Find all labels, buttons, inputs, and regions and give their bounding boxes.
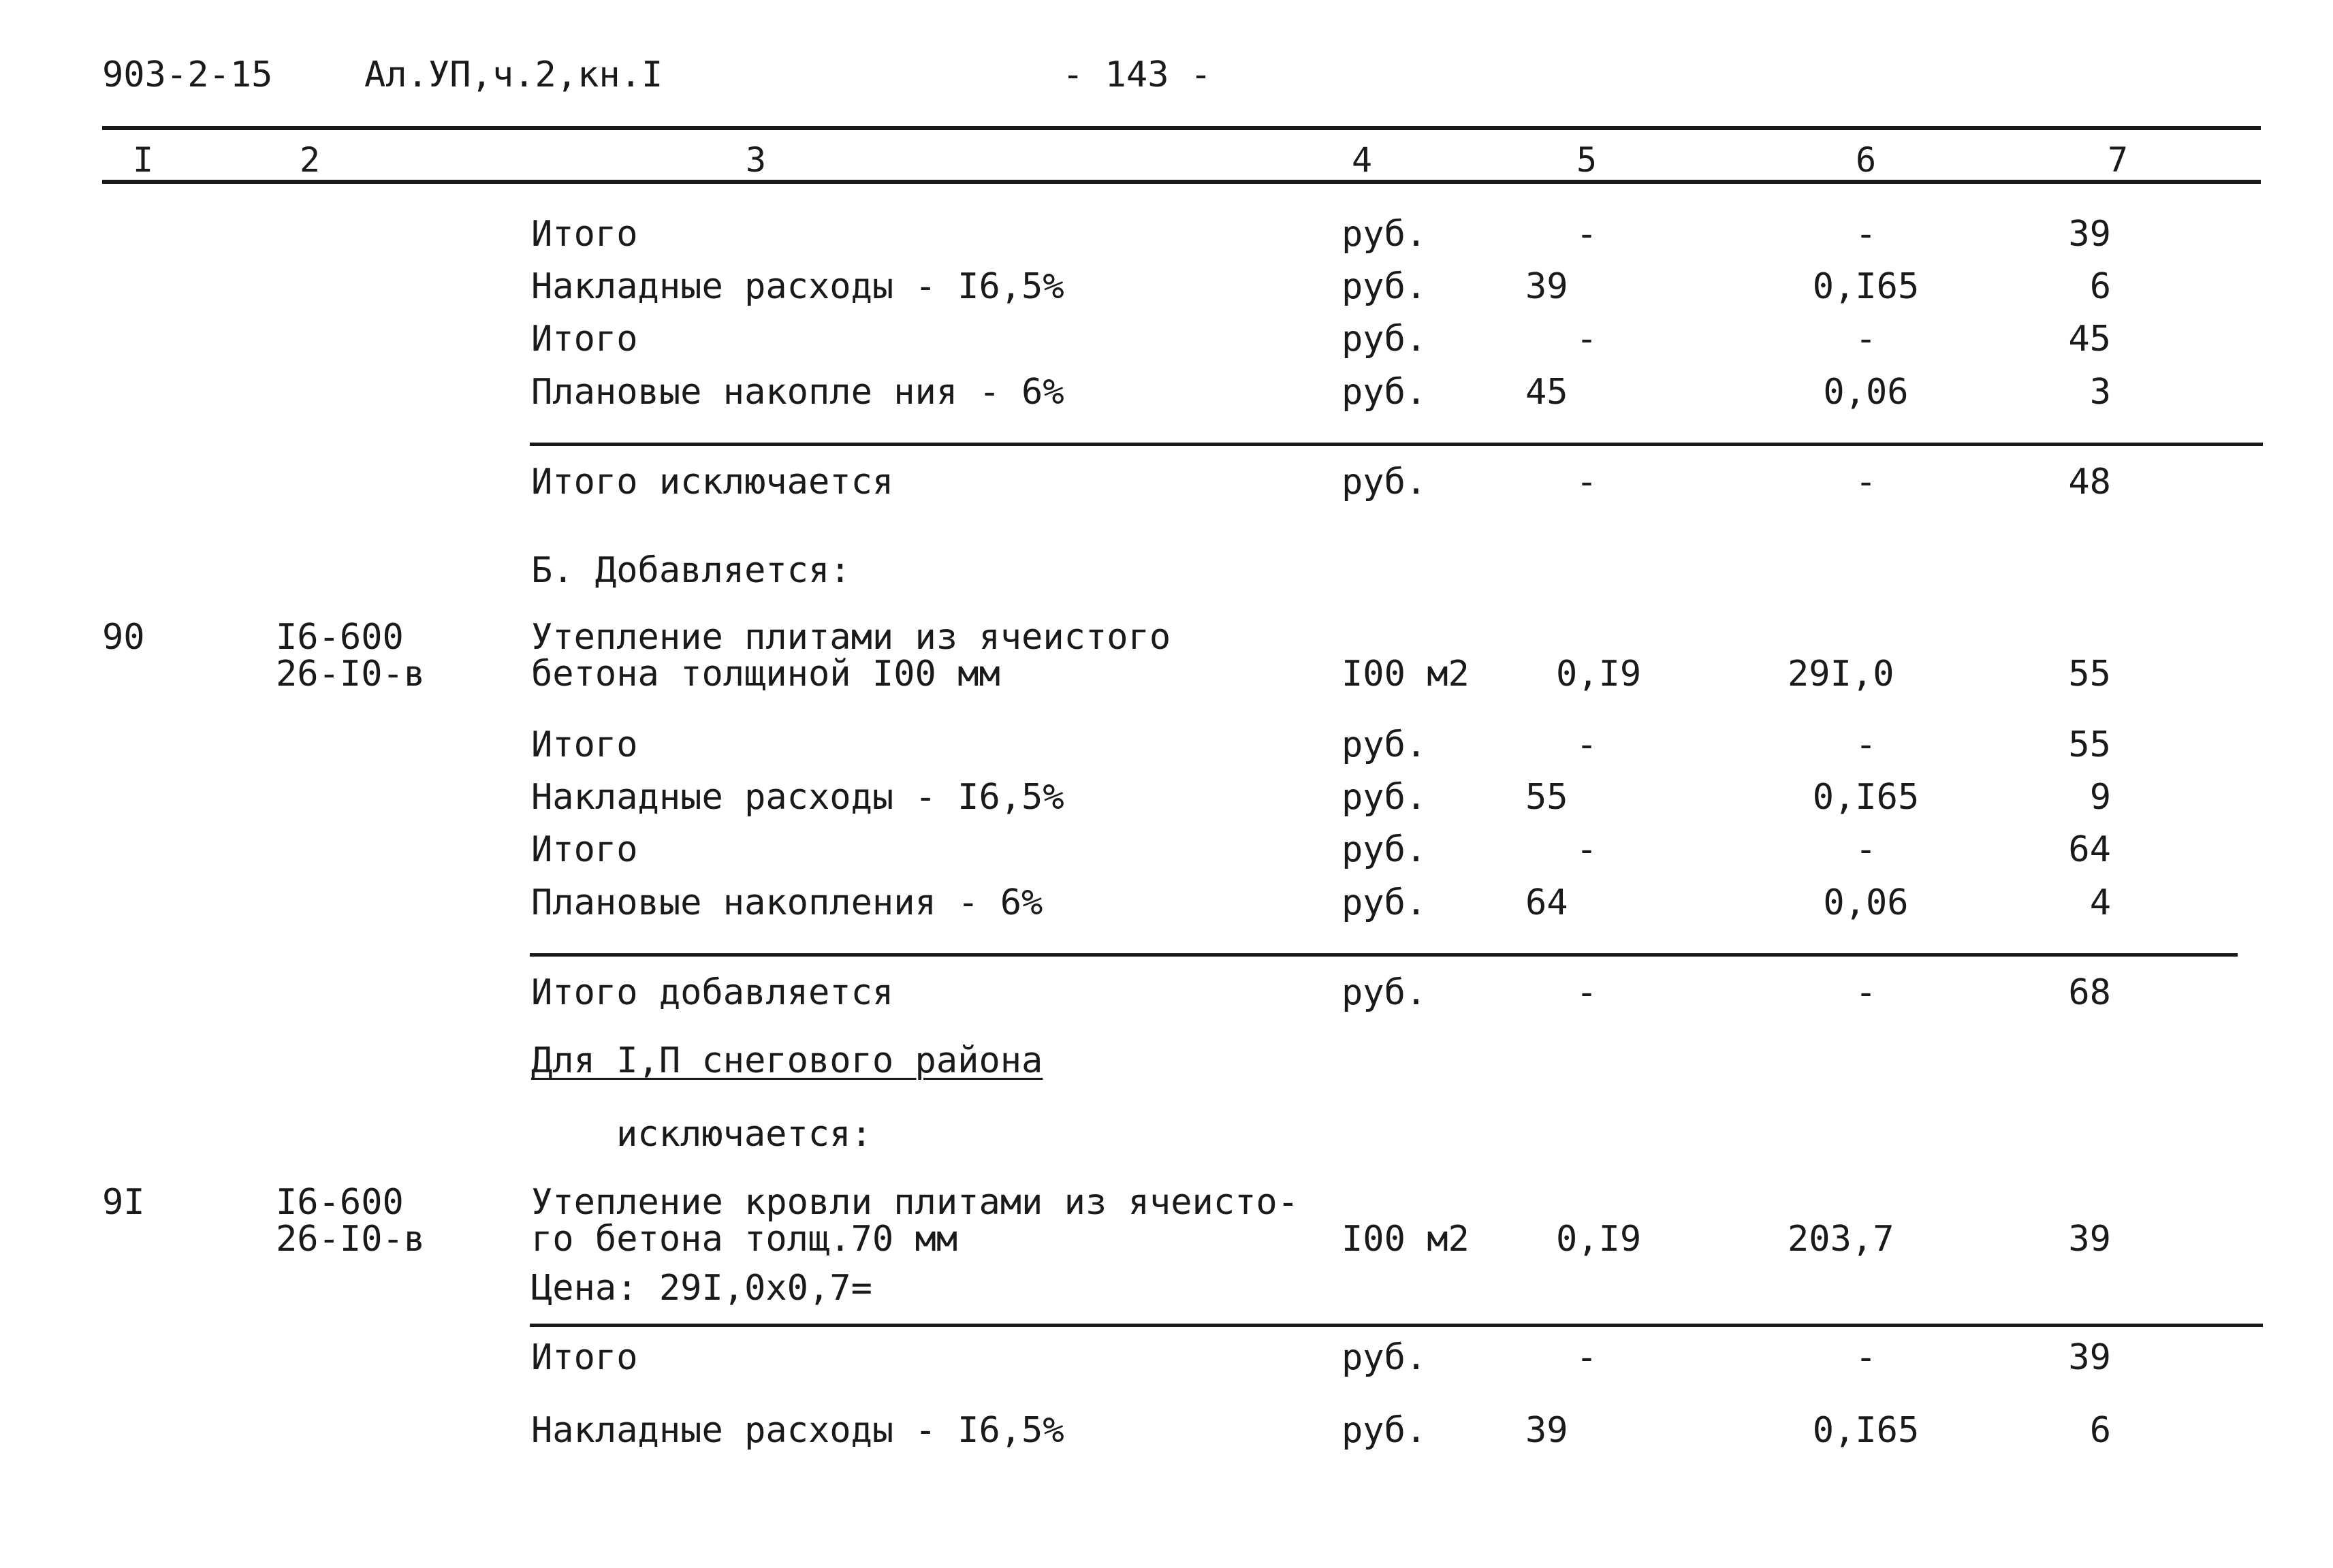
row-a1-unit: руб. (1342, 214, 1427, 255)
row-b3-col6: - (1855, 829, 1877, 870)
item-90-code-2: 26-I0-в (276, 654, 426, 694)
row-b2-col5: 55 (1525, 777, 1568, 818)
row-b3-col5: - (1576, 829, 1598, 870)
subtotal-rule-c (530, 1324, 2263, 1327)
item-91-col6: 203,7 (1788, 1219, 1894, 1260)
row-a4-col7: 3 (2089, 372, 2111, 413)
row-a4-desc: Плановые накопле ния - 6% (531, 372, 1064, 413)
total-added-unit: руб. (1342, 972, 1427, 1013)
item-91-col5: 0,I9 (1556, 1219, 1642, 1260)
row-a3-unit: руб. (1342, 319, 1427, 359)
row-c2-col6: 0,I65 (1812, 1410, 1920, 1451)
item-91-price-note: Цена: 29I,0х0,7= (531, 1268, 872, 1309)
item-91-desc-2: го бетона толщ.70 мм (531, 1219, 958, 1260)
row-a2-col7: 6 (2089, 266, 2111, 307)
row-b2-col6: 0,I65 (1812, 777, 1920, 818)
col-header-3: 3 (745, 140, 767, 180)
row-a2-col5: 39 (1525, 266, 1568, 307)
item-90-desc-1: Утепление плитами из ячеистого (531, 617, 1171, 658)
subtotal-rule-a (530, 443, 2263, 446)
section-b-title: Б. Добавляется: (531, 550, 851, 591)
item-90-col6: 29I,0 (1788, 654, 1894, 694)
row-b4-unit: руб. (1342, 882, 1427, 923)
row-c1-desc: Итого (531, 1337, 638, 1378)
col-header-1: I (132, 140, 154, 180)
row-b4-col5: 64 (1525, 882, 1568, 923)
item-90-number: 90 (102, 617, 145, 658)
row-b1-desc: Итого (531, 724, 638, 765)
item-91-desc-1: Утепление кровли плитами из ячеисто- (531, 1182, 1299, 1223)
table-top-rule (102, 126, 2261, 130)
row-b1-unit: руб. (1342, 724, 1427, 765)
row-c1-col5: - (1576, 1337, 1598, 1378)
col-header-4: 4 (1351, 140, 1373, 180)
row-c2-desc: Накладные расходы - I6,5% (531, 1410, 1064, 1451)
total-added-col7: 68 (2068, 972, 2111, 1013)
row-c2-col7: 6 (2089, 1410, 2111, 1451)
row-a3-col7: 45 (2068, 319, 2111, 359)
total-added-col5: - (1576, 972, 1598, 1013)
row-a3-col5: - (1576, 319, 1598, 359)
row-a4-col5: 45 (1525, 372, 1568, 413)
row-b4-col7: 4 (2089, 882, 2111, 923)
row-a1-col6: - (1855, 214, 1877, 255)
row-a3-col6: - (1855, 319, 1877, 359)
row-b3-desc: Итого (531, 829, 638, 870)
row-b4-col6: 0,06 (1823, 882, 1909, 923)
col-header-7: 7 (2107, 140, 2129, 180)
item-90-col7: 55 (2068, 654, 2111, 694)
item-90-col5: 0,I9 (1556, 654, 1642, 694)
page-number: - 143 - (1062, 54, 1212, 95)
total-added-desc: Итого добавляется (531, 972, 894, 1013)
row-a2-unit: руб. (1342, 266, 1427, 307)
subtotal-rule-b (530, 953, 2238, 957)
col-header-2: 2 (299, 140, 321, 180)
item-90-desc-2: бетона толщиной I00 мм (531, 654, 1000, 694)
row-a4-col6: 0,06 (1823, 372, 1909, 413)
total-added-col6: - (1855, 972, 1877, 1013)
item-91-col7: 39 (2068, 1219, 2111, 1260)
row-b1-col5: - (1576, 724, 1598, 765)
row-a2-desc: Накладные расходы - I6,5% (531, 266, 1064, 307)
total-excluded-desc: Итого исключается (531, 462, 894, 502)
row-b3-col7: 64 (2068, 829, 2111, 870)
item-91-unit: I00 м2 (1342, 1219, 1470, 1260)
row-b1-col7: 55 (2068, 724, 2111, 765)
row-c2-col5: 39 (1525, 1410, 1568, 1451)
total-excluded-col7: 48 (2068, 462, 2111, 502)
row-b3-unit: руб. (1342, 829, 1427, 870)
total-excluded-col5: - (1576, 462, 1598, 502)
row-b2-desc: Накладные расходы - I6,5% (531, 777, 1064, 818)
item-91-number: 9I (102, 1182, 145, 1223)
item-91-code-1: I6-600 (276, 1182, 404, 1223)
row-b2-unit: руб. (1342, 777, 1427, 818)
snow-region-title: Для I,П снегового района (531, 1040, 1043, 1081)
excluded-label: исключается: (616, 1114, 872, 1155)
row-b1-col6: - (1855, 724, 1877, 765)
total-excluded-unit: руб. (1342, 462, 1427, 502)
row-c2-unit: руб. (1342, 1410, 1427, 1451)
col-header-5: 5 (1576, 140, 1598, 180)
item-90-unit: I00 м2 (1342, 654, 1470, 694)
total-excluded-col6: - (1855, 462, 1877, 502)
item-91-code-2: 26-I0-в (276, 1219, 426, 1260)
album-reference: Ал.УП,ч.2,кн.I (364, 54, 663, 95)
item-90-code-1: I6-600 (276, 617, 404, 658)
col-header-6: 6 (1855, 140, 1877, 180)
row-b2-col7: 9 (2089, 777, 2111, 818)
row-a3-desc: Итого (531, 319, 638, 359)
row-a1-col7: 39 (2068, 214, 2111, 255)
row-c1-col6: - (1855, 1337, 1877, 1378)
table-header-rule (102, 180, 2261, 184)
document-code: 903-2-15 (102, 54, 273, 95)
row-a2-col6: 0,I65 (1812, 266, 1920, 307)
row-c1-col7: 39 (2068, 1337, 2111, 1378)
row-a1-col5: - (1576, 214, 1598, 255)
row-b4-desc: Плановые накопления - 6% (531, 882, 1043, 923)
row-c1-unit: руб. (1342, 1337, 1427, 1378)
row-a4-unit: руб. (1342, 372, 1427, 413)
row-a1-desc: Итого (531, 214, 638, 255)
